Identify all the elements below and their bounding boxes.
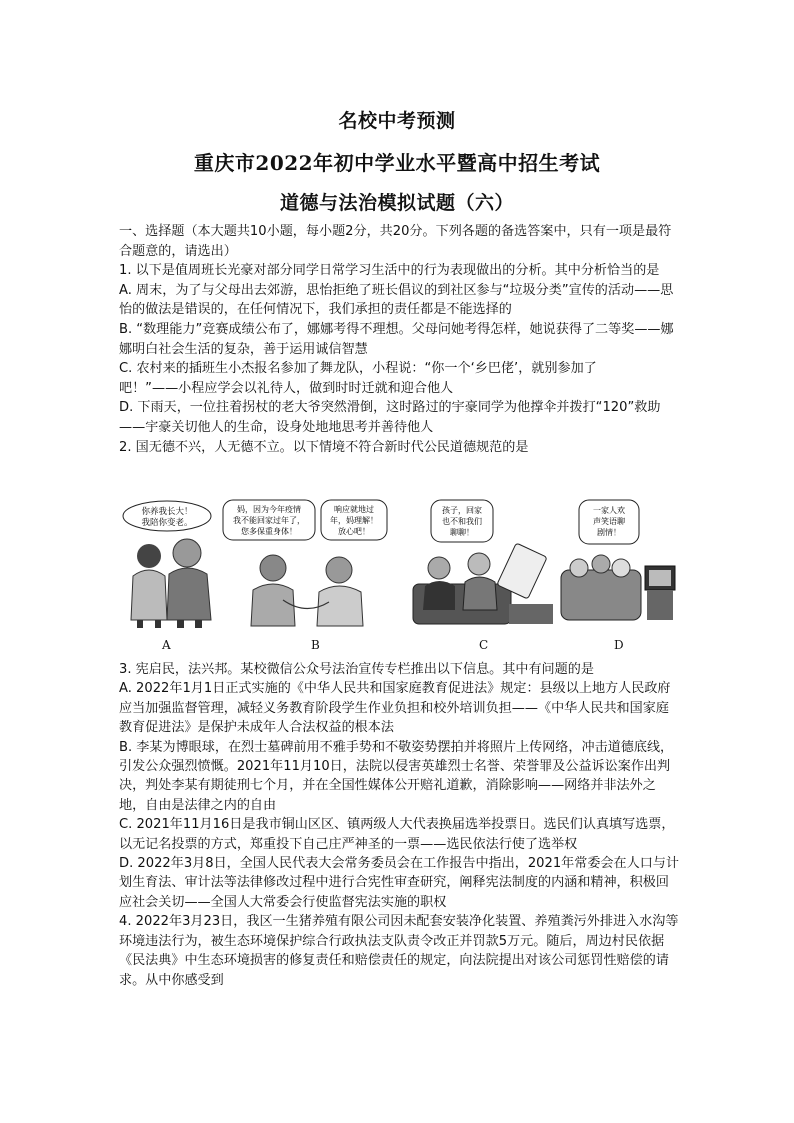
illustration-c: [409, 498, 557, 630]
bubble-c-line1: 孩子，回家: [442, 506, 482, 515]
bubble-b1-line2: 我不能回家过年了，: [233, 516, 305, 525]
bubble-d-line2: 声笑语聊: [593, 517, 625, 526]
bubble-c-line2: 也不和我们: [442, 517, 482, 526]
caption-b: B: [311, 638, 320, 652]
bubble-c-line3: 聊聊！: [450, 528, 474, 537]
q3-stem: 3. 宪启民，法兴邦。某校微信公众号法治宣传专栏推出以下信息。其中有问题的是: [119, 662, 594, 677]
q3-option-d: D. 2022年3月8日，全国人民代表大会常务委员会在工作报告中指出，2021年常委会在人口与计划生育法、审计法等法律修改过程中进行合宪性审查研究，阐释宪法制度的内涵和精神，积极回应社会关切——全国人大常委会行使监督宪法实施的职权: [119, 856, 679, 910]
caption-d: D: [614, 638, 624, 652]
bubble-b2-line3: 放心吧！: [338, 527, 370, 536]
q3-option-a: A. 2022年1月1日正式实施的《中华人民共和国家庭教育促进法》规定：县级以上地方人民政府应当加强监督管理，减轻义务教育阶段学生作业负担和校外培训负担——《中华人民共和国家庭教育促进法》是保护未成年人合法权益的根本法: [119, 681, 671, 736]
q3-option-b: B. 李某为博眼球，在烈士墓碑前用不雅手势和不敬姿势摆拍并将照片上传网络，冲击道德底线，引发公众强烈愤慨。2021年11月10日，法院以侵害英雄烈士名誉、荣誉罪及公益诉讼案作出判决，判处李某有期徒刑七个月，并在全国性媒体公开赔礼道歉，消除影响——网络并非法外之地，自由是法律之内的自由: [119, 739, 674, 813]
q1-option-c-line2: 吧！”——小程应学会以礼待人，做到时时迁就和迎合他人: [119, 380, 454, 396]
caption-a: A: [162, 638, 171, 652]
section-heading: 一、选择题（本大题共10小题，每小题2分，共20分。下列各题的备选答案中，只有一项是最符合题意的，请选出）: [119, 224, 672, 259]
exam-series-title: 名校中考预测: [338, 110, 456, 132]
bubble-b1-line3: 您多保重身体！: [241, 527, 297, 536]
q4-stem: 4. 2022年3月23日，我区一生猪养殖有限公司因未配套安装净化装置、养殖粪污外排进入水沟等环境违法行为，被生态环境保护综合行政执法支队责令改正并罚款5万元。随后，周边村民依据《民法典》中生态环境损害的修复责任和赔偿责任的规定，向法院提出对该公司惩罚性赔偿的请求。从中你感受到: [119, 914, 679, 988]
bubble-a-line1: 你养我长大！: [141, 507, 193, 517]
exam-name-title: 重庆市2022年初中学业水平暨高中招生考试: [193, 151, 601, 175]
bubble-b2-line2: 年，妈理解！: [330, 516, 378, 525]
q2-stem: 2. 国无德不兴，人无德不立。以下情境不符合新时代公民道德规范的是: [119, 439, 529, 455]
bubble-b2-line1: 响应就地过: [334, 505, 374, 514]
paper-subject-title: 道德与法治模拟试题（六）: [279, 192, 514, 214]
caption-c: C: [479, 638, 489, 652]
question-block-3-4: [119, 660, 679, 990]
bubble-d-line1: 一家人欢: [593, 506, 625, 515]
illustration-d: [559, 498, 679, 630]
q1-option-d: D. 下雨天，一位拄着拐杖的老大爷突然滑倒，这时路过的宇豪同学为他撑伞并拨打“120”救助——宇豪关切他人的生命，设身处地地思考并善待他人: [119, 400, 661, 435]
bubble-a-line2: 我陪你变老。: [141, 518, 193, 528]
q3-option-c: C. 2021年11月16日是我市铜山区区、镇两级人大代表换届选举投票日。选民们认真填写选票，以无记名投票的方式，郑重投下自己庄严神圣的一票——选民依法行使了选举权: [119, 817, 675, 852]
illustration-b: [221, 498, 391, 630]
illustration-a: [119, 498, 219, 630]
q1-stem: 1. 以下是值周班长光豪对部分同学日常学习生活中的行为表现做出的分析。其中分析恰当的是: [119, 263, 660, 279]
bubble-b1-line1: 妈，因为今年疫情: [237, 505, 301, 514]
question-block-1-2: [119, 222, 679, 457]
q2-illustrations: [119, 498, 679, 656]
bubble-d-line3: 剧情！: [597, 528, 621, 537]
q1-option-c-line1: C. 农村来的插班生小杰报名参加了舞龙队，小程说：“你一个‘乡巴佬’，就别参加了: [119, 361, 597, 377]
q1-option-a: A. 周末，为了与父母出去郊游，思怡拒绝了班长倡议的到社区参与“垃圾分类”宣传的活动——思怡的做法是错误的，在任何情况下，我们承担的责任都是不能选择的: [119, 282, 674, 318]
q1-option-b: B. “数理能力”竞赛成绩公布了，娜娜考得不理想。父母问她考得怎样，她说获得了二等奖——娜娜明白社会生活的复杂，善于运用诚信智慧: [119, 321, 674, 357]
